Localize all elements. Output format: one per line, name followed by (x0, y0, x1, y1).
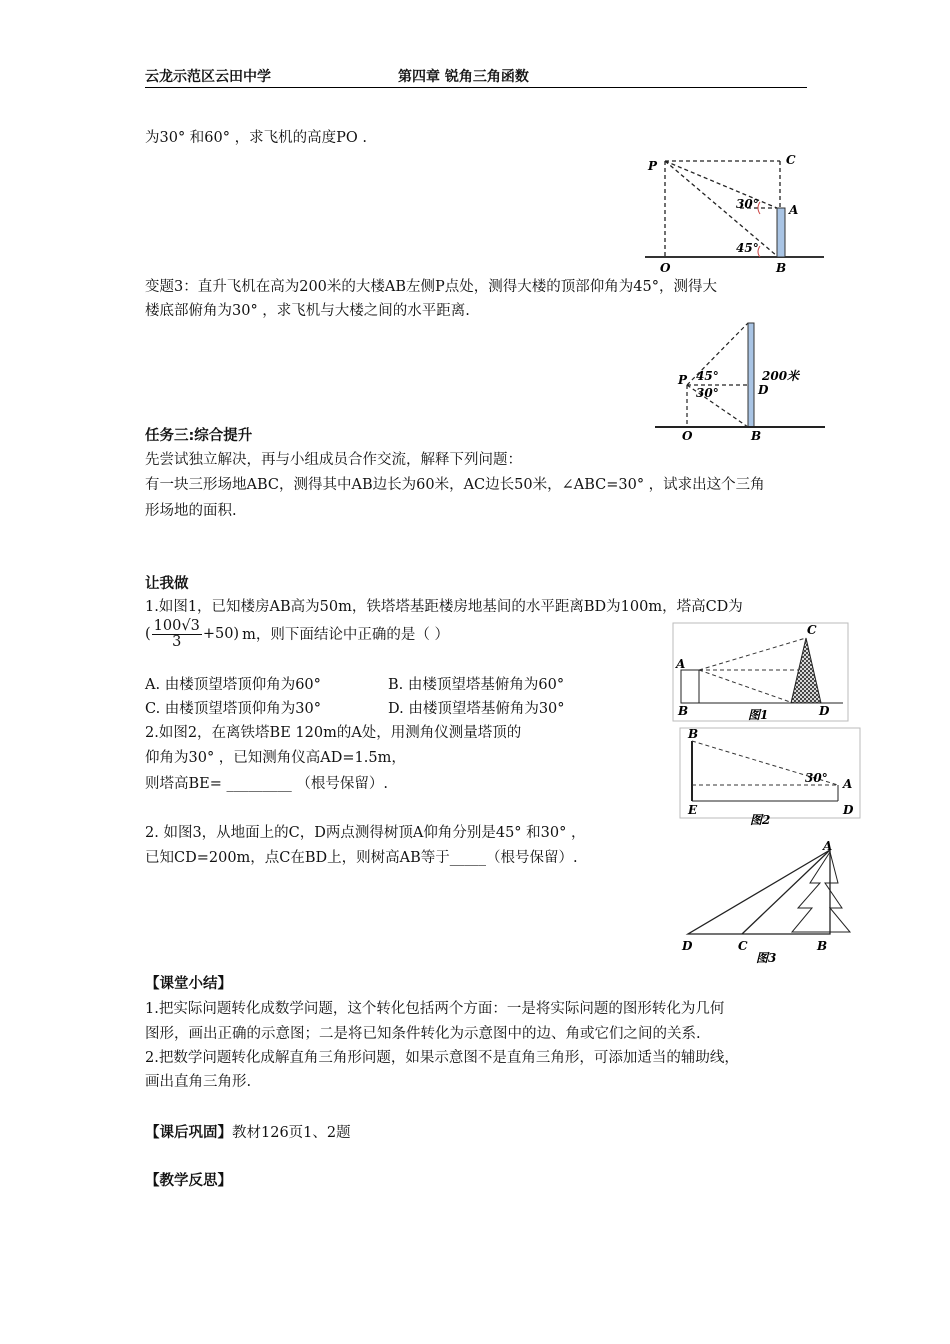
figure-3 (680, 838, 860, 968)
label-45: 45° (736, 241, 759, 255)
label-e: E (688, 803, 698, 817)
header-rule (145, 87, 807, 88)
label-d: D (843, 803, 854, 817)
section-title: 【教学反思】 (145, 1173, 232, 1189)
section-title: 【课堂小结】 (145, 976, 232, 992)
homework-line (145, 1123, 351, 1143)
label-o: O (682, 429, 693, 443)
label-height: 200米 (762, 369, 800, 383)
paragraph: 有一块三形场地ABC，测得其中AB边长为60米，AC边长50米，∠ABC=30° ，试求出这个三角 (145, 477, 765, 493)
paragraph: 图形，画出正确的示意图；二是将已知条件转化为示意图中的边、角或它们之间的关系. (145, 1026, 701, 1042)
label-30: 30° (805, 771, 828, 785)
paragraph: 2.把数学问题转化成解直角三角形问题，如果示意图不是直角三角形，可添加适当的辅助线， (145, 1050, 739, 1066)
paragraph: 画出直角三角形. (145, 1074, 252, 1090)
label-c: C (738, 939, 748, 953)
paragraph: 形场地的面积. (145, 503, 237, 519)
paragraph: 变题3：直升飞机在高为200米的大楼AB左侧P点处，测得大楼的顶部仰角为45°，测得大 (145, 279, 717, 295)
label-30: 30° (696, 386, 719, 400)
fraction-tail: +50) (202, 626, 240, 642)
caption: 图2 (750, 813, 771, 827)
section-title: 让我做 (145, 576, 189, 592)
option-c: C. 由楼顶望塔顶仰角为30° (145, 701, 321, 717)
label-b: B (776, 261, 787, 275)
paragraph: 2. 如图3，从地面上的C，D两点测得树顶A仰角分别是45° 和30° ， (145, 825, 586, 841)
label-45: 45° (696, 369, 719, 383)
paragraph: 先尝试独立解决，再与小组成员合作交流，解释下列问题： (145, 452, 522, 468)
paragraph: 则塔高BE= _________ （根号保留）. (145, 776, 388, 792)
figure-1 (673, 623, 848, 721)
figure-200m-building (650, 320, 830, 445)
label-b: B (817, 939, 828, 953)
caption: 图1 (748, 708, 769, 722)
paragraph: 1.如图1，已知楼房AB高为50m，铁塔塔基距楼房地基间的水平距离BD为100m，塔高CD为 (145, 599, 743, 615)
fraction-open: ( (145, 626, 151, 642)
label-c: C (786, 153, 796, 167)
label-d: D (682, 939, 693, 953)
question-1-line-2 (145, 619, 449, 650)
label-d: D (758, 383, 769, 397)
label-b: B (678, 704, 689, 718)
fraction-denominator: 3 (172, 634, 182, 650)
label-a: A (676, 657, 686, 671)
tower-height-expression (145, 619, 239, 650)
paragraph: 仰角为30° ，已知测角仪高AD=1.5m， (145, 750, 406, 766)
paragraph: 为30° 和60° ，求飞机的高度PO . (145, 130, 367, 146)
label-a: A (823, 839, 833, 853)
label-30: 30° (736, 197, 759, 211)
paragraph: 1.把实际问题转化成数学问题，这个转化包括两个方面：一是将实际问题的图形转化为几何 (145, 1001, 725, 1017)
figure-helicopter-building (640, 150, 840, 280)
label-b: B (688, 727, 699, 741)
section-title: 【课后巩固】 (145, 1125, 232, 1141)
label-b: B (751, 429, 762, 443)
header-chapter: 第四章 锐角三角函数 (398, 69, 529, 85)
label-o: O (660, 261, 671, 275)
label-a: A (789, 203, 799, 217)
option-b: B. 由楼顶望塔基俯角为60° (388, 677, 565, 693)
homework-text: 教材126页1、2题 (232, 1125, 351, 1141)
option-d: D. 由楼顶望塔基俯角为30° (388, 701, 565, 717)
label-p: P (648, 159, 658, 173)
label-a: A (843, 777, 853, 791)
header-school: 云龙示范区云田中学 (145, 69, 271, 85)
label-c: C (807, 623, 817, 637)
label-p: P (678, 373, 688, 387)
caption: 图3 (756, 951, 777, 965)
figure-2 (680, 727, 860, 827)
fraction-numerator: 100√3 (153, 618, 200, 634)
fraction (152, 619, 202, 650)
paragraph: 已知CD=200m，点C在BD上，则树高AB等于_____（根号保留）. (145, 850, 578, 866)
option-a: A. 由楼顶望塔顶仰角为60° (145, 677, 321, 693)
paragraph: 楼底部俯角为30° ，求飞机与大楼之间的水平距离. (145, 303, 470, 319)
paragraph: m，则下面结论中正确的是（ ） (242, 626, 449, 643)
label-d: D (819, 704, 830, 718)
section-title: 任务三:综合提升 (145, 428, 253, 444)
paragraph: 2.如图2，在离铁塔BE 120m的A处，用测角仪测量塔顶的 (145, 725, 522, 741)
